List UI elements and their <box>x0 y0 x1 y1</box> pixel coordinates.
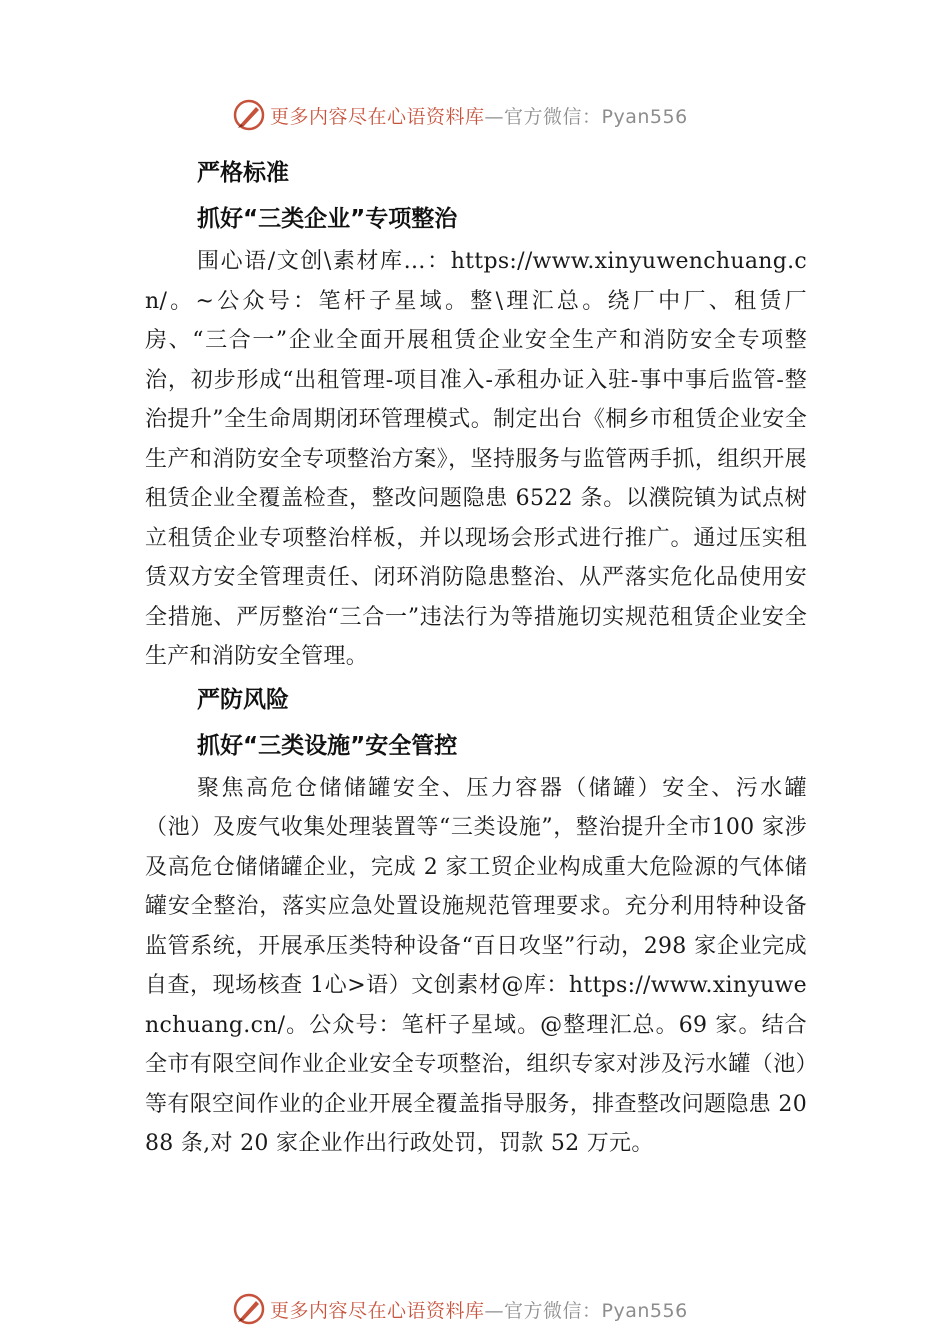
banner-main: 更多内容尽在心语资料库 <box>270 105 485 128</box>
section-subtitle: 抓好“三类设施”安全管控 <box>197 732 458 759</box>
section-title: 严防风险 <box>197 686 289 713</box>
header-banner <box>232 95 688 135</box>
section-subtitle: 抓好“三类企业”专项整治 <box>197 206 458 232</box>
banner-dash: — <box>484 105 505 128</box>
banner-wechat-label: 官方微信： <box>504 105 602 128</box>
pen-logo-icon <box>232 98 266 132</box>
document-body <box>145 150 807 1164</box>
banner-wechat-id: Pyan556 <box>601 105 688 128</box>
banner-dash: — <box>484 1299 505 1322</box>
section-title: 严格标准 <box>197 160 289 186</box>
section-paragraph: 围心语/文创\素材库…：https://www.xinyuwenchuang.cn/。~公众号：笔杆子星域。整\理汇总。绕厂中厂、租赁厂房、“三合一”企业全面开展租赁企业安全生产和消防安全专项整治，初步形成“出租管理-项目准入-承租办证入驻-事中事后监管-整治提升”全生命周期闭环管理模式。制定出台《桐乡市租赁企业安全生产和消防安全专项整治方案》，坚持服务与监管两手抓，组织开展租赁企业全覆盖检查，整改问题隐患 6522 条。以濮院镇为试点树立租赁企业专项整治样板，并以现场会形式进行推广。通过压实租赁双方安全管理责任、闭环消防隐患整治、从严落实危化品使用安全措施、严厉整治“三合一”违法行为等措施切实规范租赁企业安全生产和消防安全管理。 <box>145 249 807 669</box>
banner-main: 更多内容尽在心语资料库 <box>270 1299 485 1322</box>
footer-banner <box>232 1289 688 1329</box>
banner-text <box>270 102 688 129</box>
banner-text <box>270 1296 688 1323</box>
pen-logo-icon <box>232 1292 266 1326</box>
banner-wechat-label: 官方微信： <box>504 1299 602 1322</box>
banner-wechat-id: Pyan556 <box>601 1299 688 1322</box>
section-paragraph: 聚焦高危仓储储罐安全、压力容器（储罐）安全、污水罐（池）及废气收集处理装置等“三类设施”，整治提升全市100 家涉及高危仓储储罐企业，完成 2 家工贸企业构成重大危险源的气体储罐安全整治，落实应急处置设施规范管理要求。充分利用特种设备监管系统，开展承压类特种设备“百日攻坚”行动，298 家企业完成自查，现场核查 1心>语）文创素材@库：https://www.xinyuwenchuang.cn/。公众号：笔杆子星域。@整理汇总。69 家。结合全市有限空间作业企业安全专项整治，组织专家对涉及污水罐（池）等有限空间作业的企业开展全覆盖指导服务，排查整改问题隐患 2088 条,对 20 家企业作出行政处罚，罚款 52 万元。 <box>145 775 807 1156</box>
